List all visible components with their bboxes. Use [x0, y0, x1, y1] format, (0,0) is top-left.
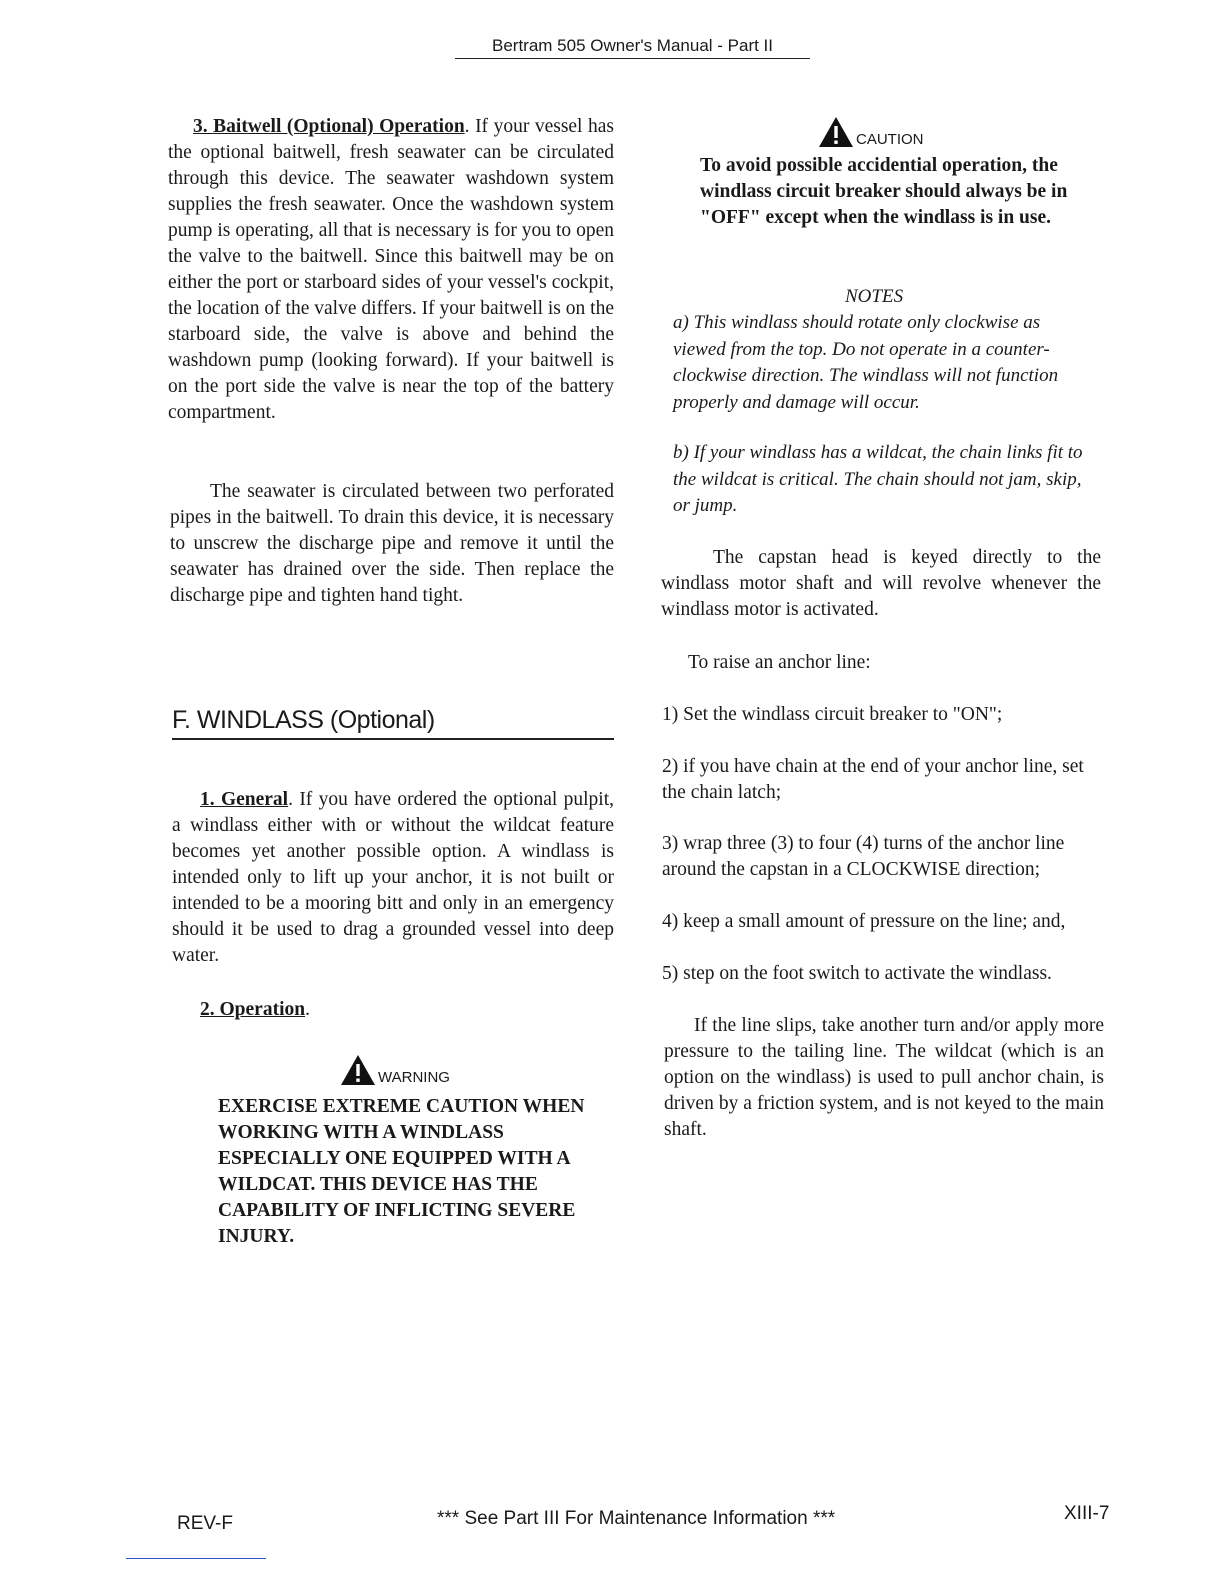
page-number: XIII-7 [1064, 1503, 1110, 1524]
caution-text: To avoid possible accidential operation, the windlass circuit breaker should always be in "OFF" except when the windlass is in use. [700, 155, 1068, 228]
raise-anchor-intro: To raise an anchor line: [688, 652, 871, 673]
warning-triangle-icon [340, 1054, 376, 1086]
list-item: 2) if you have chain at the end of your anchor line, set the chain latch; [662, 756, 1084, 803]
list-item: 1) Set the windlass circuit breaker to "ON"; [662, 704, 1003, 725]
general-text: . If you have ordered the optional pulpit, a windlass either with or without the wildcat feature becomes yet another possible option. A windlass is intended only to lift up your anchor, it is not built or intended to be a mooring bitt and only in an emergency should it be used to drag a grounded vessel into deep water. [172, 789, 614, 966]
baitwell-drain-paragraph: The seawater is circulated between two perforated pipes in the baitwell. To drain this device, it is necessary to unscrew the discharge pipe and remove it until the seawater has drained over the side. Then replace the discharge pipe and tighten hand tight. [170, 481, 614, 606]
warning-label-row [340, 1054, 450, 1086]
list-item: 4) keep a small amount of pressure on the line; and, [662, 911, 1066, 932]
slip-paragraph: If the line slips, take another turn and/or apply more pressure to the tailing line. The wildcat (which is an option on the windlass) is used to pull anchor chain, is driven by a friction system, and is not keyed to the main shaft. [664, 1015, 1104, 1140]
operation-heading-line [200, 997, 500, 1023]
footer-note: *** See Part III For Maintenance Information *** [437, 1508, 836, 1529]
note-a: a) This windlass should rotate only clockwise as viewed from the top. Do not operate in a counter-clockwise direction. The windlass will not function properly and damage will occur. [673, 312, 1059, 413]
general-paragraph [172, 787, 614, 969]
warning-label: WARNING [378, 1069, 450, 1086]
section-heading-windlass: F. WINDLASS (Optional) [172, 706, 614, 740]
list-item: 5) step on the foot switch to activate the windlass. [662, 963, 1052, 984]
page-header: Bertram 505 Owner's Manual - Part II [455, 36, 810, 59]
footer-link-rule [126, 1558, 266, 1559]
caution-triangle-icon [818, 116, 854, 148]
notes-title: NOTES [845, 286, 904, 307]
operation-period: . [305, 999, 310, 1020]
baitwell-heading: 3. Baitwell (Optional) Operation [193, 116, 465, 137]
caution-label-row [818, 116, 924, 148]
baitwell-paragraph [168, 114, 614, 426]
note-b: b) If your windlass has a wildcat, the chain links fit to the wildcat is critical. The chain should not jam, skip, or jump. [673, 442, 1083, 516]
operation-heading: 2. Operation [200, 999, 306, 1020]
general-heading: 1. General [200, 789, 289, 810]
list-item: 3) wrap three (3) to four (4) turns of the anchor line around the capstan in a CLOCKWISE direction; [662, 833, 1065, 880]
baitwell-text: . If your vessel has the optional baitwell, fresh seawater can be circulated through this device. The seawater washdown system supplies the fresh seawater. Once the washdown system pump is operating, all that is necessary is for you to open the valve to the baitwell. Since this baitwell may be on either the port or starboard sides of your vessel's cockpit, the location of the valve differs. If your baitwell is on the starboard side, the valve is above and behind the washdown pump (looking forward). If your baitwell is on the port side the valve is near the top of the battery compartment. [168, 116, 614, 423]
revision-label: REV-F [177, 1513, 233, 1534]
capstan-paragraph: The capstan head is keyed directly to the windlass motor shaft and will revolve whenever the windlass motor is activated. [661, 547, 1101, 620]
warning-text: EXERCISE EXTREME CAUTION WHEN WORKING WITH A WINDLASS ESPECIALLY ONE EQUIPPED WITH A WILDCAT. THIS DEVICE HAS THE CAPABILITY OF INFLICTING SEVERE INJURY. [218, 1096, 585, 1247]
caution-label: CAUTION [856, 131, 924, 148]
